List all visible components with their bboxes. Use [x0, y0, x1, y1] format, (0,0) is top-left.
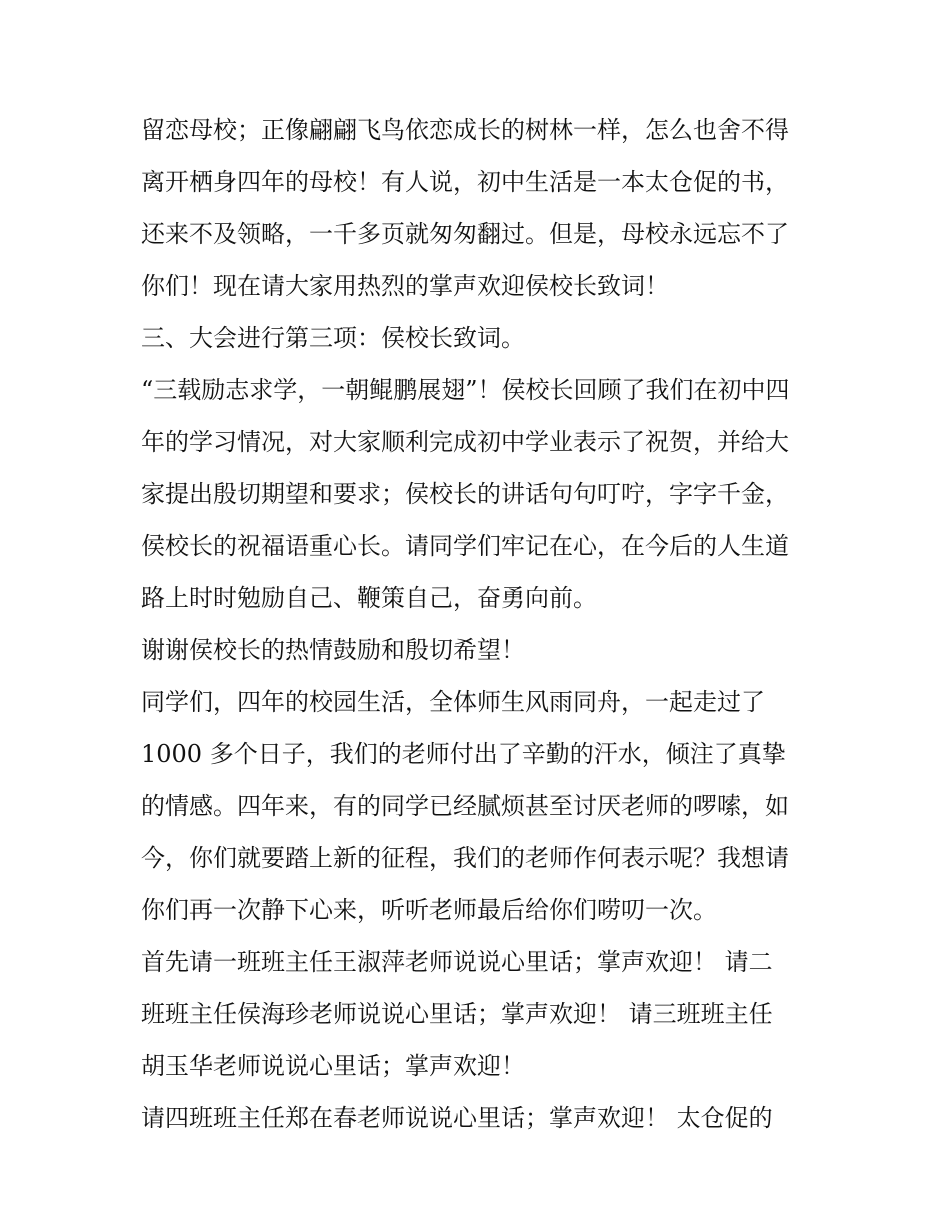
- text-line: 家提出殷切期望和要求；侯校长的讲话句句叮咛，字字千金，: [141, 480, 789, 508]
- text-line: 胡玉华老师说说心里话；掌声欢迎！: [141, 1052, 525, 1080]
- text-line: 谢谢侯校长的热情鼓励和殷切希望！: [141, 636, 525, 664]
- text-line: “三载励志求学，一朝鲲鹏展翅”！侯校长回顾了我们在初中四: [141, 376, 790, 404]
- text-line: 三、大会进行第三项：侯校长致词。: [141, 324, 525, 352]
- text-line: 还来不及领略，一千多页就匆匆翻过。但是，母校永远忘不了: [141, 220, 789, 248]
- text-line: 班班主任侯海珍老师说说心里话；掌声欢迎！ 请三班班主任: [141, 1000, 773, 1028]
- text-line: 路上时时勉励自己、鞭策自己，奋勇向前。: [141, 584, 597, 612]
- text-line: 你们！现在请大家用热烈的掌声欢迎侯校长致词！: [141, 272, 669, 300]
- text-line: 今，你们就要踏上新的征程，我们的老师作何表示呢？我想请: [141, 844, 789, 872]
- text-line: 同学们，四年的校园生活，全体师生风雨同舟，一起走过了: [141, 688, 765, 716]
- text-line: 1000 多个日子，我们的老师付出了辛勤的汗水，倾注了真挚: [141, 740, 786, 768]
- text-line: 离开栖身四年的母校！有人说，初中生活是一本太仓促的书，: [141, 168, 789, 196]
- text-line: 请四班班主任郑在春老师说说心里话；掌声欢迎！ 太仓促的: [141, 1104, 773, 1132]
- document-body: [141, 104, 821, 1144]
- text-line: 首先请一班班主任王淑萍老师说说心里话；掌声欢迎！ 请二: [141, 948, 773, 976]
- text-line: 侯校长的祝福语重心长。请同学们牢记在心，在今后的人生道: [141, 532, 789, 560]
- text-line: 的情感。四年来，有的同学已经腻烦甚至讨厌老师的啰嗦，如: [141, 792, 789, 820]
- text-line: 年的学习情况，对大家顺利完成初中学业表示了祝贺，并给大: [141, 428, 789, 456]
- text-line: 留恋母校；正像翩翩飞鸟依恋成长的树林一样，怎么也舍不得: [141, 116, 789, 144]
- text-line: 你们再一次静下心来，听听老师最后给你们唠叨一次。: [141, 896, 717, 924]
